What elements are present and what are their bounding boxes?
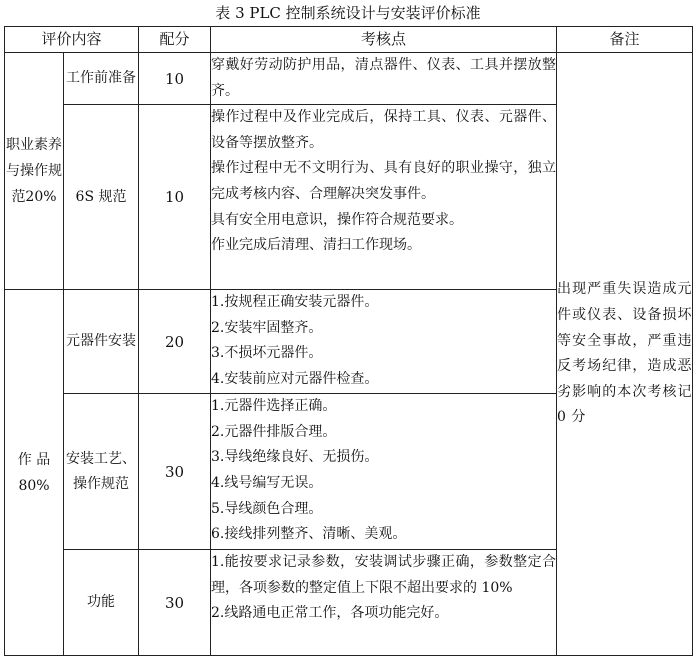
criteria-line: 操作过程中无不文明行为、具有良好的职业操守，独立完成考核内容、合理解决突发事件。 — [211, 160, 557, 202]
header-row — [5, 27, 693, 53]
criteria-line: 操作过程中及作业完成后，保持工具、仪表、元器件、设备等摆放整齐。 — [211, 109, 557, 151]
item-name: 工作前准备 — [64, 53, 139, 105]
header-criteria: 考核点 — [211, 27, 557, 53]
criteria-line: 2.安装牢固整齐。 — [211, 319, 323, 336]
criteria-line: 穿戴好劳动防护用品，清点器件、仪表、工具并摆放整齐。 — [211, 57, 557, 99]
header-content: 评价内容 — [5, 27, 139, 53]
item-points: 30 — [139, 394, 211, 550]
criteria-line: 2.线路通电正常工作，各项功能完好。 — [211, 605, 449, 622]
criteria-line: 6.接线排列整齐、清晰、美观。 — [211, 526, 407, 543]
item-points: 30 — [139, 550, 211, 656]
criteria-line: 1.能按要求记录参数，安装调试步骤正确，参数整定合理，各项参数的整定值上下限不超出要求的 10% — [211, 554, 557, 596]
header-notes: 备注 — [557, 27, 693, 53]
item-name: 安装工艺、操作规范 — [64, 394, 139, 550]
item-criteria — [211, 394, 557, 550]
item-criteria — [211, 550, 557, 656]
criteria-line: 4.安装前应对元器件检查。 — [211, 370, 379, 387]
criteria-line: 2.元器件排版合理。 — [211, 423, 337, 440]
header-points: 配分 — [139, 27, 211, 53]
item-criteria — [211, 53, 557, 105]
criteria-line: 具有安全用电意识，操作符合规范要求。 — [211, 211, 464, 228]
category-product: 作 品 80% — [5, 290, 64, 656]
item-name: 6S 规范 — [64, 105, 139, 290]
item-points: 20 — [139, 290, 211, 394]
criteria-line: 作业完成后清理、清扫工作现场。 — [211, 237, 422, 254]
criteria-line: 3.导线绝缘良好、无损伤。 — [211, 449, 379, 466]
item-name: 元器件安装 — [64, 290, 139, 394]
item-points: 10 — [139, 53, 211, 105]
item-criteria — [211, 105, 557, 290]
notes-cell: 出现严重失误造成元件或仪表、设备损坏等安全事故，严重违反考场纪律，造成恶劣影响的本次考核记 0 分 — [557, 53, 693, 656]
table-row — [5, 53, 693, 105]
evaluation-table — [4, 26, 693, 656]
criteria-line: 4.线号编写无误。 — [211, 474, 323, 491]
item-points: 10 — [139, 105, 211, 290]
criteria-line: 3.不损坏元器件。 — [211, 345, 323, 362]
criteria-line: 1.元器件选择正确。 — [211, 398, 337, 415]
criteria-line: 1.按规程正确安装元器件。 — [211, 294, 379, 311]
table-caption: 表 3 PLC 控制系统设计与安装评价标准 — [215, 4, 481, 22]
category-professional: 职业素养与操作规范20% — [5, 53, 64, 290]
criteria-line: 5.导线颜色合理。 — [211, 500, 323, 517]
item-criteria — [211, 290, 557, 394]
item-name: 功能 — [64, 550, 139, 656]
